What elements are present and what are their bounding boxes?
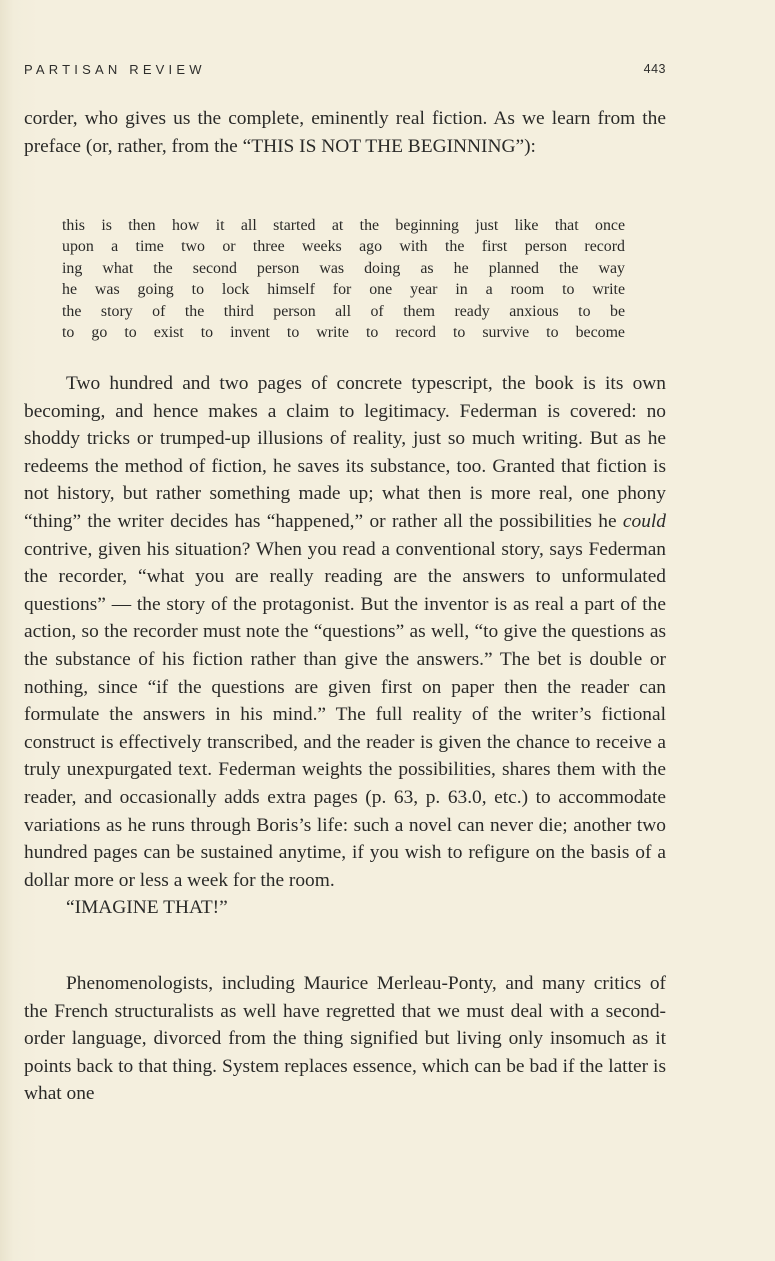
main-paragraph — [24, 370, 666, 922]
quote-line: upon a time two or three weeks ago with the first person record — [62, 238, 625, 256]
main-text-exclamation: “IMAGINE THAT!” — [66, 897, 228, 919]
italic-word: could — [622, 510, 666, 532]
journal-title: PARTISAN REVIEW — [24, 62, 206, 77]
quote-line: ing what the second person was doing as he planned the way — [62, 259, 625, 277]
main-text-part-1: Two hundred and two pages of concrete typescript, the book is its own becoming, and hence makes a claim to legitimacy. Federman is covered: no shoddy tricks or trumped-up illusions of reality, just so much writing. But as he redeems the method of fiction, he saves its substance, too. Granted that fiction is not history, but rather something made up; what then is more real, one phony “thing” the writer decides has “happened,” or rather all the possibilities he — [24, 373, 666, 532]
quote-line: the story of the third person all of them ready anxious to be — [62, 302, 625, 320]
quote-line: this is then how it all started at the beginning just like that once — [62, 217, 625, 234]
quote-line: to go to exist to invent to write to record to survive to become — [62, 324, 625, 342]
block-quote — [62, 215, 625, 343]
intro-paragraph: corder, who gives us the complete, eminently real fiction. As we learn from the preface (or, rather, from the “THIS IS NOT THE BEGINNING”): — [24, 108, 666, 157]
final-paragraph: Phenomenologists, including Maurice Merleau-Ponty, and many critics of the French structuralists as well have regretted that we must deal with a second-order language, divorced from the thing signified but living only insomuch as it points back to that thing. System replaces essence, which can be bad if the latter is what one — [24, 973, 666, 1105]
main-text-part-2: contrive, given his situation? When you read a conventional story, says Federman the recorder, “what you are really reading are the answers to unformulated questions” — the story of the protagonist. But the inventor is as real a part of the action, so the recorder must note the “questions” as well, “to give the questions as the substance of his fiction rather than give the answers.” The bet is double or nothing, since “if the questions are given first on paper then the reader can formulate the answers in his mind.” The full reality of the writer’s fictional construct is effectively transcribed, and the reader is given the chance to receive a truly unexpurgated text. Federman weights the possibilities, shares them with the reader, and occasionally adds extra pages (p. 63, p. 63.0, etc.) to accommodate variations as he runs through Boris’s life: such a novel can never die; another two hundred pages can be sustained anytime, if you wish to refigure on the basis of a dollar more or less a week for the room. — [24, 538, 666, 891]
running-head — [24, 62, 666, 82]
quote-line: he was going to lock himself for one year in a room to write — [62, 281, 625, 299]
page-number: 443 — [643, 62, 666, 76]
